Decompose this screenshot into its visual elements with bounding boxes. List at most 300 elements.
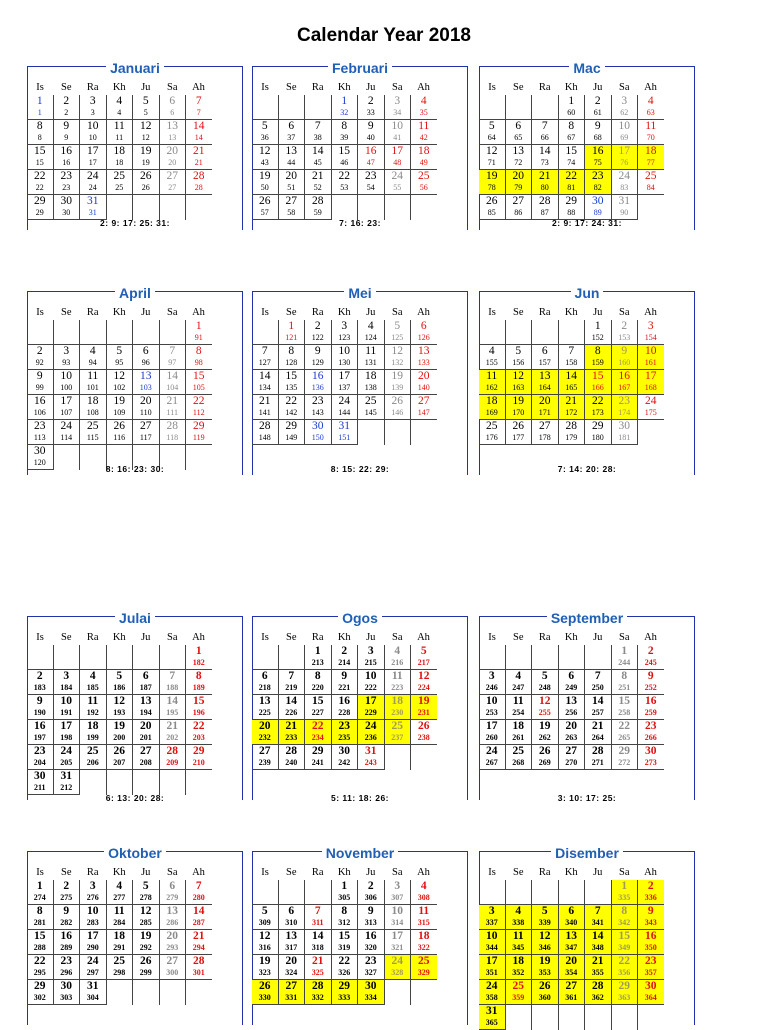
- day-cell: [252, 345, 278, 370]
- weekday-header: Is: [36, 866, 44, 878]
- day-of-year: 202: [166, 732, 179, 742]
- day-number: 31: [618, 195, 630, 207]
- weekday-header: Se: [61, 866, 72, 878]
- day-number: 27: [140, 420, 152, 432]
- day-number: 1: [36, 880, 43, 892]
- day-of-year: 351: [485, 967, 498, 977]
- day-cell: [611, 905, 638, 930]
- moon-phase-dates: 3: 10: 17: 25:: [557, 793, 617, 803]
- day-number: 14: [592, 930, 604, 942]
- day-number: 25: [418, 170, 430, 182]
- day-cell: [358, 930, 385, 955]
- day-of-year: 80: [540, 182, 549, 192]
- day-cell: [558, 195, 585, 220]
- day-number: 17: [618, 145, 630, 157]
- day-number: 30: [338, 745, 350, 757]
- day-cell: [638, 645, 664, 670]
- weekday-header: Sa: [167, 81, 178, 93]
- day-number: 15: [338, 930, 350, 942]
- empty-day-cell: [638, 1005, 664, 1030]
- day-of-year: 298: [113, 967, 126, 977]
- weekday-header: Kh: [337, 81, 351, 93]
- day-cell: [585, 930, 612, 955]
- day-of-year: 158: [565, 357, 578, 367]
- day-of-year: 63: [646, 107, 655, 117]
- day-of-year: 185: [86, 682, 99, 692]
- day-of-year: 211: [33, 782, 46, 792]
- day-cell: [505, 420, 532, 445]
- day-number: 19: [486, 170, 498, 182]
- empty-day-cell: [532, 1005, 559, 1030]
- day-cell: [186, 930, 212, 955]
- weekday-header: Ju: [366, 81, 376, 93]
- day-of-year: 269: [538, 757, 551, 767]
- day-cell: [159, 670, 186, 695]
- day-of-year: 36: [260, 132, 269, 142]
- day-of-year: 54: [366, 182, 375, 192]
- day-number: 3: [621, 95, 628, 107]
- day-cell: [585, 745, 612, 770]
- weekday-header: Sa: [619, 81, 630, 93]
- day-cell: [611, 880, 638, 905]
- day-cell: [159, 95, 186, 120]
- day-of-year: 162: [485, 382, 498, 392]
- day-number: 12: [259, 930, 271, 942]
- day-number: 23: [60, 955, 72, 967]
- day-number: 17: [87, 145, 99, 157]
- day-number: 19: [418, 695, 430, 707]
- day-number: 1: [36, 95, 43, 107]
- day-of-year: 41: [393, 132, 402, 142]
- empty-day-cell: [133, 980, 160, 1005]
- day-number: 20: [512, 170, 524, 182]
- day-number: 16: [592, 145, 604, 157]
- day-cell: [611, 695, 638, 720]
- month-mac: [479, 60, 699, 230]
- day-number: 12: [539, 695, 551, 707]
- day-number: 2: [647, 645, 654, 657]
- day-cell: [27, 120, 53, 145]
- weekday-header: Ah: [417, 866, 430, 878]
- day-of-year: 235: [338, 732, 351, 742]
- month-table: [27, 864, 212, 1005]
- day-of-year: 62: [620, 107, 629, 117]
- weekday-header: Kh: [112, 81, 126, 93]
- day-number: 14: [565, 370, 577, 382]
- day-of-year: 4: [117, 107, 122, 117]
- day-of-year: 151: [338, 432, 351, 442]
- day-of-year: 221: [338, 682, 351, 692]
- day-number: 17: [391, 145, 403, 157]
- day-number: 12: [113, 695, 125, 707]
- day-cell: [585, 95, 612, 120]
- day-of-year: 356: [618, 967, 631, 977]
- day-number: 3: [488, 670, 495, 682]
- empty-day-cell: [532, 880, 559, 905]
- day-number: 26: [391, 395, 403, 407]
- day-number: 1: [621, 645, 628, 657]
- day-cell: [331, 720, 358, 745]
- day-number: 6: [261, 670, 268, 682]
- day-cell: [585, 170, 612, 195]
- day-number: 9: [367, 120, 374, 132]
- day-of-year: 133: [417, 357, 430, 367]
- weekday-header: Sa: [392, 81, 403, 93]
- day-cell: [532, 420, 559, 445]
- day-cell: [305, 695, 332, 720]
- day-number: 11: [418, 120, 430, 132]
- day-number: 23: [312, 395, 324, 407]
- day-cell: [558, 720, 585, 745]
- empty-day-cell: [479, 95, 505, 120]
- day-of-year: 121: [285, 332, 298, 342]
- weekday-header: Ah: [644, 306, 657, 318]
- day-cell: [27, 145, 53, 170]
- day-of-year: 14: [194, 132, 203, 142]
- day-cell: [411, 145, 437, 170]
- day-cell: [505, 720, 532, 745]
- weekday-header: Ra: [311, 866, 324, 878]
- empty-day-cell: [106, 645, 133, 670]
- day-cell: [27, 395, 53, 420]
- day-number: 13: [285, 930, 297, 942]
- day-number: 10: [486, 930, 498, 942]
- weekday-header: Kh: [564, 631, 578, 643]
- day-number: 20: [285, 955, 297, 967]
- day-cell: [558, 170, 585, 195]
- day-number: 22: [34, 170, 46, 182]
- day-number: 16: [365, 930, 377, 942]
- weekday-header: Se: [286, 866, 297, 878]
- month-disember: [479, 845, 699, 1025]
- moon-phase-dates: 6: 13: 20: 28:: [105, 793, 165, 803]
- day-of-year: 110: [139, 407, 152, 417]
- day-number: 15: [312, 695, 324, 707]
- day-of-year: 321: [391, 942, 404, 952]
- day-cell: [159, 745, 186, 770]
- day-number: 7: [314, 120, 321, 132]
- day-of-year: 114: [60, 432, 73, 442]
- day-of-year: 251: [618, 682, 631, 692]
- day-number: 16: [338, 695, 350, 707]
- day-of-year: 106: [33, 407, 46, 417]
- day-of-year: 222: [364, 682, 377, 692]
- day-number: 30: [645, 745, 657, 757]
- day-number: 21: [259, 395, 271, 407]
- day-of-year: 325: [311, 967, 324, 977]
- moon-phase-dates: 7: 14: 20: 28:: [557, 464, 617, 474]
- day-cell: [411, 930, 437, 955]
- day-number: 10: [391, 120, 403, 132]
- day-of-year: 57: [260, 207, 269, 217]
- day-cell: [80, 370, 107, 395]
- day-cell: [505, 930, 532, 955]
- day-of-year: 75: [593, 157, 602, 167]
- day-of-year: 197: [33, 732, 46, 742]
- day-number: 28: [565, 420, 577, 432]
- empty-day-cell: [585, 1005, 612, 1030]
- weekday-header: Ra: [538, 306, 551, 318]
- day-number: 14: [193, 905, 205, 917]
- day-cell: [331, 345, 358, 370]
- month-mei: [252, 285, 472, 475]
- day-cell: [80, 905, 107, 930]
- day-of-year: 272: [618, 757, 631, 767]
- day-number: 16: [34, 720, 46, 732]
- day-number: 4: [488, 345, 495, 357]
- day-cell: [611, 980, 638, 1005]
- day-of-year: 72: [514, 157, 523, 167]
- day-number: 24: [87, 955, 99, 967]
- day-of-year: 206: [86, 757, 99, 767]
- day-of-year: 227: [311, 707, 324, 717]
- weekday-header: Sa: [392, 306, 403, 318]
- moon-phase-dates: 2: 9: 17: 24: 31:: [552, 218, 622, 228]
- day-cell: [305, 930, 332, 955]
- day-number: 5: [394, 320, 401, 332]
- day-of-year: 177: [512, 432, 525, 442]
- day-cell: [331, 170, 358, 195]
- day-of-year: 124: [364, 332, 377, 342]
- day-cell: [585, 320, 612, 345]
- empty-day-cell: [159, 320, 186, 345]
- day-of-year: 125: [391, 332, 404, 342]
- day-of-year: 295: [33, 967, 46, 977]
- day-cell: [585, 345, 612, 370]
- day-number: 19: [140, 145, 152, 157]
- day-cell: [638, 395, 664, 420]
- day-cell: [384, 645, 411, 670]
- day-number: 13: [140, 370, 152, 382]
- day-of-year: 208: [139, 757, 152, 767]
- day-number: 25: [512, 980, 524, 992]
- day-number: 20: [285, 170, 297, 182]
- day-number: 6: [288, 120, 295, 132]
- day-of-year: 194: [139, 707, 152, 717]
- day-number: 2: [367, 880, 374, 892]
- day-cell: [358, 955, 385, 980]
- day-number: 4: [116, 880, 123, 892]
- day-number: 3: [647, 320, 654, 332]
- day-cell: [186, 420, 212, 445]
- day-cell: [278, 145, 305, 170]
- day-of-year: 299: [139, 967, 152, 977]
- day-number: 21: [193, 930, 205, 942]
- day-of-year: 38: [313, 132, 322, 142]
- day-number: 15: [338, 145, 350, 157]
- day-number: 7: [594, 905, 601, 917]
- weekday-header: Kh: [564, 81, 578, 93]
- weekday-header: Se: [286, 81, 297, 93]
- day-of-year: 132: [391, 357, 404, 367]
- day-of-year: 270: [565, 757, 578, 767]
- day-number: 8: [341, 905, 348, 917]
- day-of-year: 90: [620, 207, 629, 217]
- day-cell: [331, 320, 358, 345]
- day-cell: [505, 195, 532, 220]
- day-cell: [133, 370, 160, 395]
- day-number: 18: [365, 370, 377, 382]
- day-number: 16: [645, 695, 657, 707]
- day-number: 29: [618, 980, 630, 992]
- day-of-year: 6: [170, 107, 175, 117]
- day-of-year: 242: [338, 757, 351, 767]
- empty-day-cell: [411, 745, 437, 770]
- day-of-year: 239: [258, 757, 271, 767]
- weekday-header: Ah: [192, 631, 205, 643]
- day-cell: [133, 720, 160, 745]
- day-number: 27: [285, 980, 297, 992]
- day-number: 8: [621, 905, 628, 917]
- day-of-year: 260: [485, 732, 498, 742]
- weekday-header: Ah: [192, 81, 205, 93]
- day-number: 16: [34, 395, 46, 407]
- day-cell: [252, 720, 278, 745]
- day-cell: [638, 320, 664, 345]
- day-cell: [585, 980, 612, 1005]
- weekday-header: Se: [61, 81, 72, 93]
- month-januari: [27, 60, 247, 230]
- day-of-year: 238: [417, 732, 430, 742]
- month-table: [479, 79, 664, 220]
- day-cell: [331, 145, 358, 170]
- weekday-header: Ju: [141, 631, 151, 643]
- day-number: 29: [34, 980, 46, 992]
- empty-day-cell: [159, 770, 186, 795]
- day-of-year: 192: [86, 707, 99, 717]
- day-of-year: 210: [192, 757, 205, 767]
- day-of-year: 332: [311, 992, 324, 1002]
- day-cell: [411, 345, 437, 370]
- day-of-year: 78: [487, 182, 496, 192]
- empty-day-cell: [252, 95, 278, 120]
- day-cell: [611, 345, 638, 370]
- day-cell: [106, 670, 133, 695]
- day-of-year: 171: [538, 407, 551, 417]
- day-number: 23: [365, 170, 377, 182]
- day-number: 7: [568, 345, 575, 357]
- day-of-year: 354: [565, 967, 578, 977]
- day-number: 11: [113, 120, 125, 132]
- day-number: 3: [63, 670, 70, 682]
- day-number: 13: [166, 120, 178, 132]
- day-cell: [106, 395, 133, 420]
- day-cell: [186, 370, 212, 395]
- day-number: 17: [645, 370, 657, 382]
- day-of-year: 233: [285, 732, 298, 742]
- day-number: 15: [592, 370, 604, 382]
- weekday-header: Ra: [311, 631, 324, 643]
- day-number: 28: [312, 195, 324, 207]
- day-of-year: 42: [419, 132, 428, 142]
- day-of-year: 163: [512, 382, 525, 392]
- month-table: [479, 864, 664, 1030]
- day-number: 29: [193, 745, 205, 757]
- day-cell: [611, 120, 638, 145]
- day-number: 2: [647, 880, 654, 892]
- weekday-header: Kh: [564, 306, 578, 318]
- day-cell: [27, 195, 53, 220]
- day-number: 5: [261, 120, 268, 132]
- weekday-header: Sa: [167, 631, 178, 643]
- day-cell: [106, 930, 133, 955]
- day-number: 25: [87, 745, 99, 757]
- day-of-year: 179: [565, 432, 578, 442]
- day-of-year: 220: [311, 682, 324, 692]
- day-cell: [159, 930, 186, 955]
- day-of-year: 140: [417, 382, 430, 392]
- day-number: 5: [142, 880, 149, 892]
- day-cell: [331, 120, 358, 145]
- day-number: 13: [565, 930, 577, 942]
- day-cell: [53, 745, 80, 770]
- day-number: 24: [486, 745, 498, 757]
- empty-day-cell: [278, 95, 305, 120]
- day-number: 21: [592, 955, 604, 967]
- empty-day-cell: [505, 1005, 532, 1030]
- day-of-year: 265: [618, 732, 631, 742]
- day-number: 5: [541, 670, 548, 682]
- day-of-year: 139: [391, 382, 404, 392]
- day-of-year: 173: [591, 407, 604, 417]
- day-cell: [558, 345, 585, 370]
- day-cell: [638, 370, 664, 395]
- day-number: 18: [512, 955, 524, 967]
- day-cell: [358, 345, 385, 370]
- weekday-header: Is: [261, 306, 269, 318]
- day-of-year: 200: [113, 732, 126, 742]
- empty-day-cell: [186, 195, 212, 220]
- day-number: 5: [515, 345, 522, 357]
- day-cell: [80, 930, 107, 955]
- day-number: 11: [418, 905, 430, 917]
- empty-day-cell: [558, 645, 585, 670]
- empty-day-cell: [411, 420, 437, 445]
- day-number: 23: [645, 955, 657, 967]
- day-cell: [305, 395, 332, 420]
- month-november: [252, 845, 472, 1025]
- day-number: 11: [365, 345, 377, 357]
- day-cell: [53, 345, 80, 370]
- day-of-year: 29: [35, 207, 44, 217]
- empty-day-cell: [159, 980, 186, 1005]
- day-of-year: 58: [287, 207, 296, 217]
- day-cell: [532, 980, 559, 1005]
- day-number: 13: [565, 695, 577, 707]
- day-number: 27: [285, 195, 297, 207]
- day-of-year: 26: [141, 182, 150, 192]
- day-cell: [106, 370, 133, 395]
- day-number: 22: [618, 720, 630, 732]
- day-of-year: 111: [166, 407, 178, 417]
- day-number: 2: [63, 880, 70, 892]
- day-cell: [358, 95, 385, 120]
- day-of-year: 243: [364, 757, 377, 767]
- day-of-year: 89: [593, 207, 602, 217]
- day-cell: [411, 395, 437, 420]
- day-cell: [305, 170, 332, 195]
- month-september: [479, 610, 699, 803]
- day-cell: [585, 370, 612, 395]
- day-number: 11: [113, 905, 125, 917]
- day-cell: [384, 720, 411, 745]
- day-number: 16: [60, 930, 72, 942]
- moon-phase-dates: 8: 15: 22: 29:: [330, 464, 390, 474]
- day-number: 8: [288, 345, 295, 357]
- day-number: 22: [565, 170, 577, 182]
- day-of-year: 203: [192, 732, 205, 742]
- day-number: 31: [338, 420, 350, 432]
